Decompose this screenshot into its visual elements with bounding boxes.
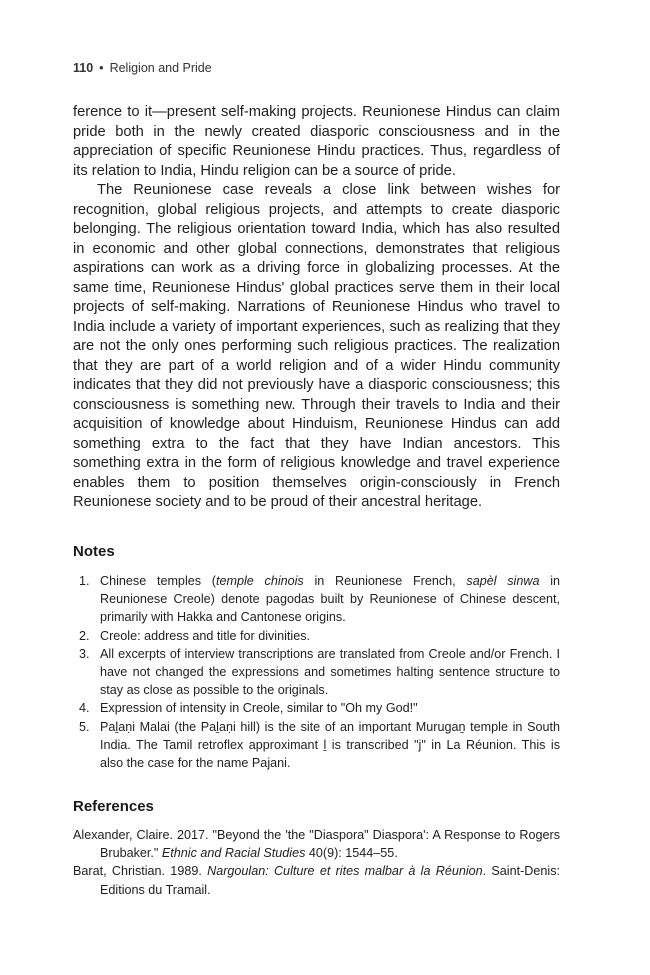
note-item <box>73 699 560 717</box>
notes-heading: Notes <box>73 543 115 560</box>
note-item <box>73 627 560 645</box>
note-text: Expression of intensity in Creole, similar to "Oh my God!" <box>100 701 418 716</box>
notes-list <box>73 572 560 772</box>
reference-text: 40(9): 1544–55. <box>305 846 398 861</box>
note-italic-term: temple chinois <box>215 574 304 588</box>
note-item <box>73 645 560 700</box>
body-paragraph: ference to it—present self-making projects. Reunionese Hindus can claim pride both in the newly created diasporic consciousness and in the appreciation of specific Reunionese Hindu practices. Thus, regardless of its relation to India, Hindu religion can be a source of pride. <box>73 104 560 179</box>
running-head <box>73 61 212 75</box>
reference-text: . Saint-Denis: Editions du Tramail. <box>100 864 560 897</box>
note-number: 3. <box>79 646 90 661</box>
note-number: 4. <box>79 701 90 716</box>
note-text: All excerpts of interview transcriptions are translated from Creole and/or French. I have not changed the expressions and sometimes halting sentence structure to stay as close as possible to the originals. <box>100 646 560 698</box>
note-text: Paḻaṇi Malai (the Paḻaṇi hill) is the site of an important Murugaṉ temple in South India. The Tamil retroflex approximant ḻ is transcribed "j" in La Réunion. This is also the case for the name Pajani. <box>100 719 560 771</box>
chapter-title: Religion and Pride <box>109 61 212 75</box>
reference-title: Nargoulan: Culture et rites malbar à la Réunion <box>207 864 483 879</box>
header-separator: • <box>99 61 104 75</box>
note-text: Chinese temples ( <box>100 574 216 588</box>
body-text <box>73 103 560 513</box>
reference-entry <box>73 862 560 898</box>
note-italic-term: sapèl sinwa <box>466 574 540 588</box>
references-heading: References <box>73 798 154 815</box>
reference-text: Barat, Christian. 1989. <box>73 864 208 879</box>
reference-entry <box>73 826 560 862</box>
page-number: 110 <box>73 61 94 75</box>
note-text: in Reunionese French, <box>303 574 467 588</box>
note-item <box>73 572 560 627</box>
note-number: 2. <box>79 628 90 643</box>
reference-text: Alexander, Claire. 2017. "Beyond the 'the "Diaspora" Diaspora': A Response to Rogers Brubaker." <box>73 828 560 861</box>
references-list <box>73 826 560 899</box>
note-text: in Reunionese Creole) denote pagodas built by Reunionese of Chinese descent, primarily with Hakka and Cantonese origins. <box>100 574 560 625</box>
reference-title: Ethnic and Racial Studies <box>161 846 306 861</box>
note-number: 5. <box>79 719 90 734</box>
note-text: Creole: address and title for divinities. <box>100 628 310 643</box>
body-paragraph: The Reunionese case reveals a close link between wishes for recognition, global religious projects, and attempts to create diasporic belonging. The religious orientation toward India, which has also resulted in economic and other global connections, demonstrates that religious aspirations can work as a driving force in globalizing processes. At the same time, Reunionese Hindus' global practices serve them in their local projects of self-making. Narrations of Reunionese Hindus who travel to India include a variety of important experiences, such as realizing that they are not the only ones performing such religious practices. The realization that they are part of a world religion and of a wider Hindu community indicates that they did not previously have a diasporic consciousness; this consciousness is something new. Through their travels to India and their acquisition of knowledge about Hinduism, Reunionese Hindus can add something extra to the fact that they have Indian ancestors. This something extra in the form of religious knowledge and travel experience enables them to position themselves origin-consciously in French Reunionese society and to be proud of their ancestral heritage. <box>73 182 560 510</box>
note-number: 1. <box>79 574 90 588</box>
note-item <box>73 718 560 773</box>
